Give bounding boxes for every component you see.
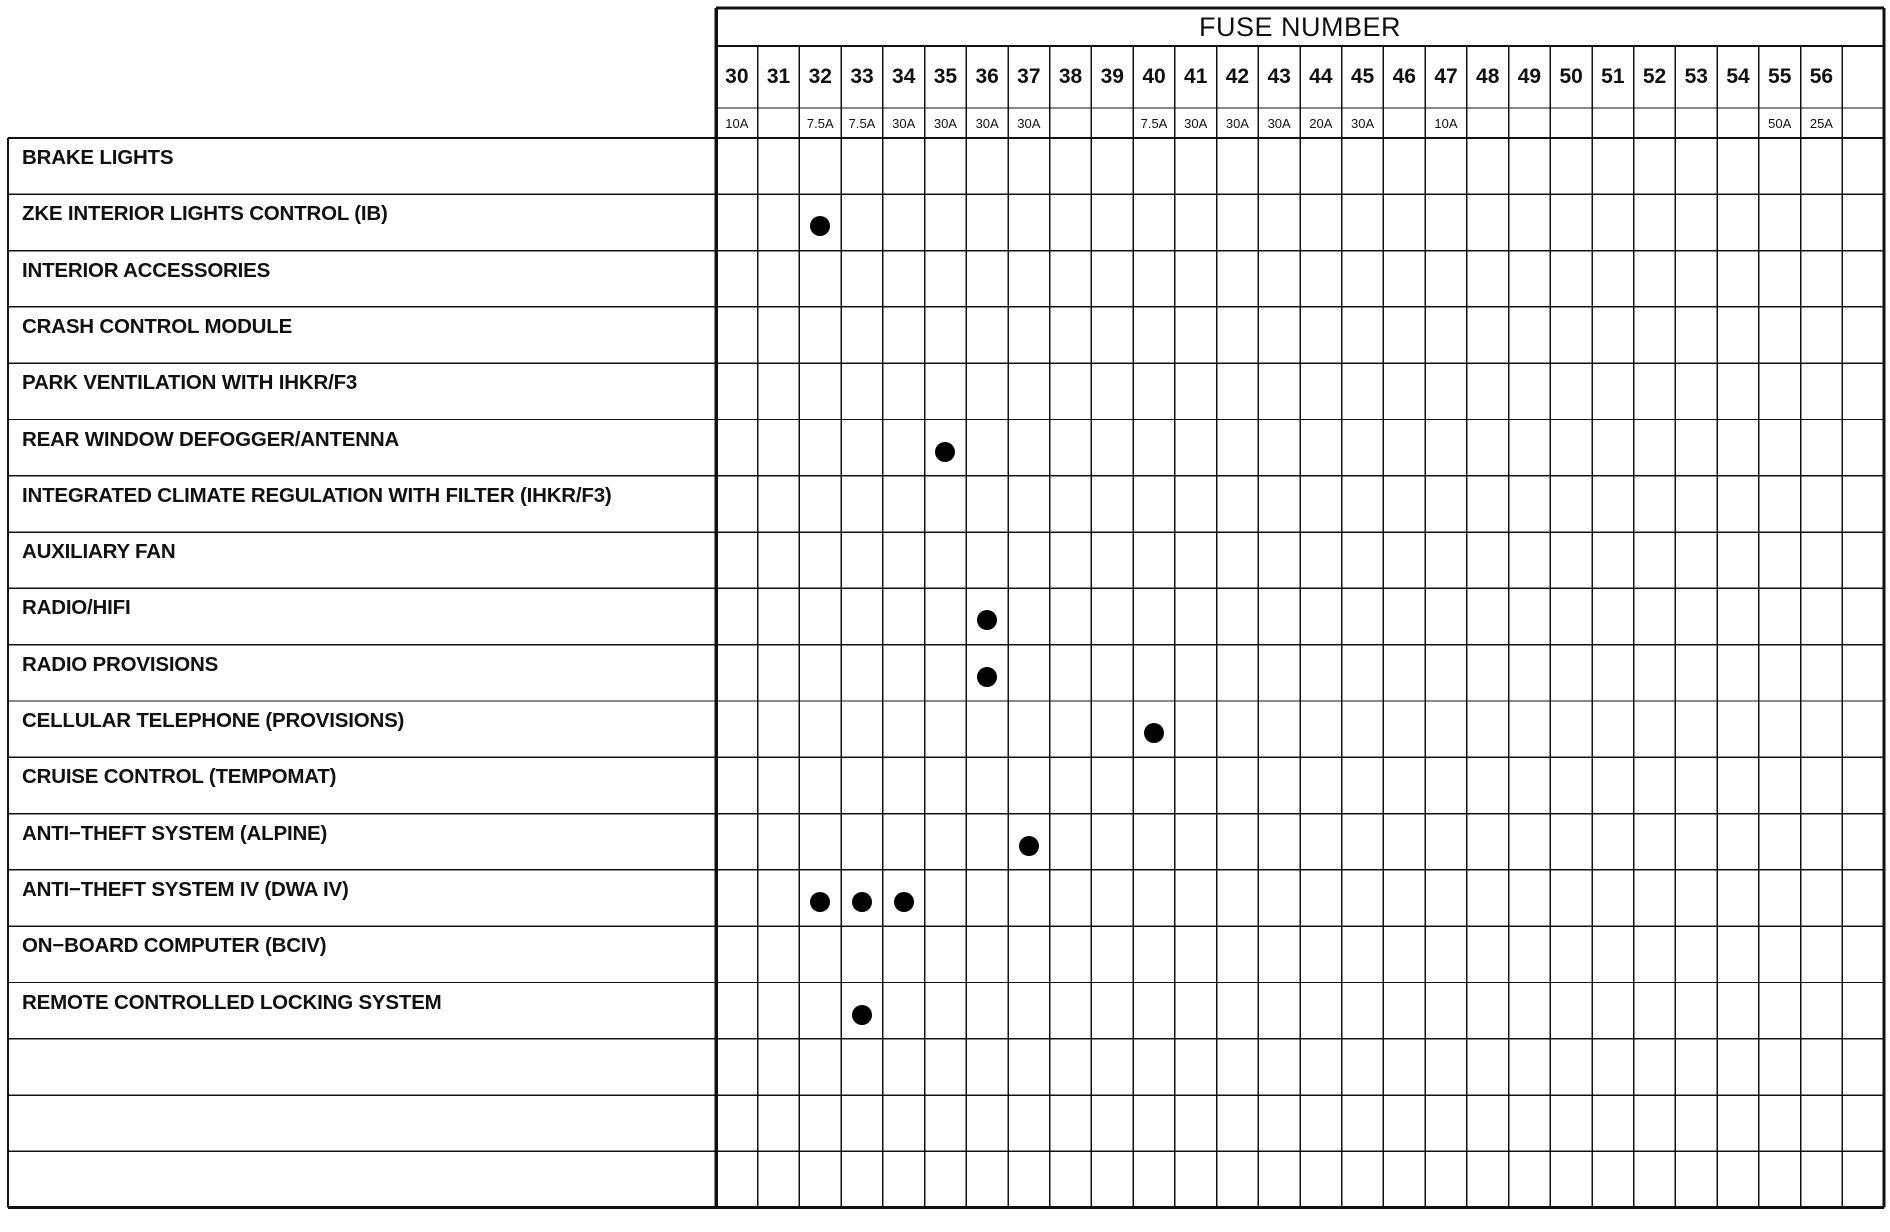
fuse-number: 35: [933, 65, 958, 88]
fuse-rating: 30A: [1350, 116, 1375, 131]
fuse-number: 45: [1350, 65, 1375, 88]
fuse-number: 50: [1559, 65, 1583, 88]
circuit-label: ANTI−THEFT SYSTEM (ALPINE): [22, 821, 328, 845]
fuse-number: 56: [1809, 65, 1834, 88]
circuit-label: ON−BOARD COMPUTER (BCIV): [22, 934, 327, 958]
fuse-number: 43: [1267, 65, 1291, 88]
circuit-label: BRAKE LIGHTS: [22, 146, 174, 169]
fuse-rating: 30A: [892, 116, 916, 131]
fuse-number: 31: [766, 65, 791, 88]
fuse-assignment-dot: [1019, 836, 1039, 856]
fuse-rating: 30A: [1184, 116, 1208, 131]
fuse-number: 34: [892, 65, 916, 88]
fuse-number: 51: [1601, 65, 1625, 88]
circuit-label: REMOTE CONTROLLED LOCKING SYSTEM: [22, 990, 442, 1014]
fuse-number: 41: [1184, 65, 1208, 88]
circuit-label: CELLULAR TELEPHONE (PROVISIONS): [22, 709, 405, 732]
fuse-assignment-dot: [1144, 723, 1164, 743]
fuse-number: 40: [1142, 65, 1166, 88]
circuit-label: ZKE INTERIOR LIGHTS CONTROL (IB): [22, 202, 388, 226]
fuse-number: 48: [1476, 65, 1500, 88]
circuit-label: PARK VENTILATION WITH IHKR/F3: [22, 371, 358, 395]
header-title: FUSE NUMBER: [1198, 12, 1401, 42]
fuse-assignment-dot: [894, 892, 914, 912]
fuse-rating: 7.5A: [1140, 116, 1168, 131]
fuse-number: 30: [725, 65, 749, 88]
circuit-label: REAR WINDOW DEFOGGER/ANTENNA: [22, 427, 400, 451]
fuse-number: 42: [1225, 65, 1250, 88]
fuse-number: 36: [975, 65, 999, 88]
fuse-number: 55: [1768, 65, 1792, 88]
fuse-rating: 7.5A: [848, 116, 876, 131]
fuse-rating: 10A: [725, 116, 749, 131]
fuse-number: 38: [1058, 65, 1083, 88]
circuit-label: INTERIOR ACCESSORIES: [22, 258, 271, 282]
fuse-number: 44: [1309, 65, 1333, 88]
fuse-number: 33: [850, 65, 874, 88]
fuse-number: 49: [1517, 65, 1542, 88]
fuse-rating: 30A: [1017, 116, 1041, 131]
fuse-rating: 30A: [933, 116, 957, 131]
circuit-label: INTEGRATED CLIMATE REGULATION WITH FILTER (IHKR/F3): [22, 483, 612, 507]
fuse-number: 47: [1434, 65, 1458, 88]
fuse-assignment-dot: [852, 892, 872, 912]
circuit-label: RADIO PROVISIONS: [22, 652, 219, 676]
fuse-assignment-dot: [852, 1005, 872, 1025]
fuse-number: 54: [1726, 65, 1750, 88]
circuit-label: ANTI−THEFT SYSTEM IV (DWA IV): [22, 877, 349, 901]
fuse-rating: 30A: [975, 116, 999, 131]
fuse-rating: 10A: [1434, 116, 1458, 131]
fuse-assignment-dot: [935, 442, 955, 462]
fuse-rating: 7.5A: [806, 116, 834, 131]
fuse-number: 39: [1100, 65, 1124, 88]
circuit-label: CRASH CONTROL MODULE: [22, 314, 293, 338]
circuit-label: AUXILIARY FAN: [22, 540, 176, 564]
fuse-rating: 30A: [1267, 116, 1291, 131]
fuse-number: 46: [1392, 65, 1416, 88]
fuse-assignment-dot: [977, 667, 997, 687]
circuit-label: RADIO/HIFI: [22, 596, 131, 620]
circuit-label: CRUISE CONTROL (TEMPOMAT): [22, 765, 337, 789]
fuse-number: 32: [808, 65, 832, 88]
fuse-rating: 50A: [1768, 116, 1792, 131]
fuse-rating: 25A: [1809, 116, 1833, 131]
fuse-number: 53: [1684, 65, 1708, 88]
fuse-rating: 20A: [1309, 116, 1333, 131]
fuse-number: 37: [1017, 65, 1041, 88]
fuse-number: 52: [1642, 65, 1667, 88]
fuse-rating: 30A: [1225, 116, 1249, 131]
